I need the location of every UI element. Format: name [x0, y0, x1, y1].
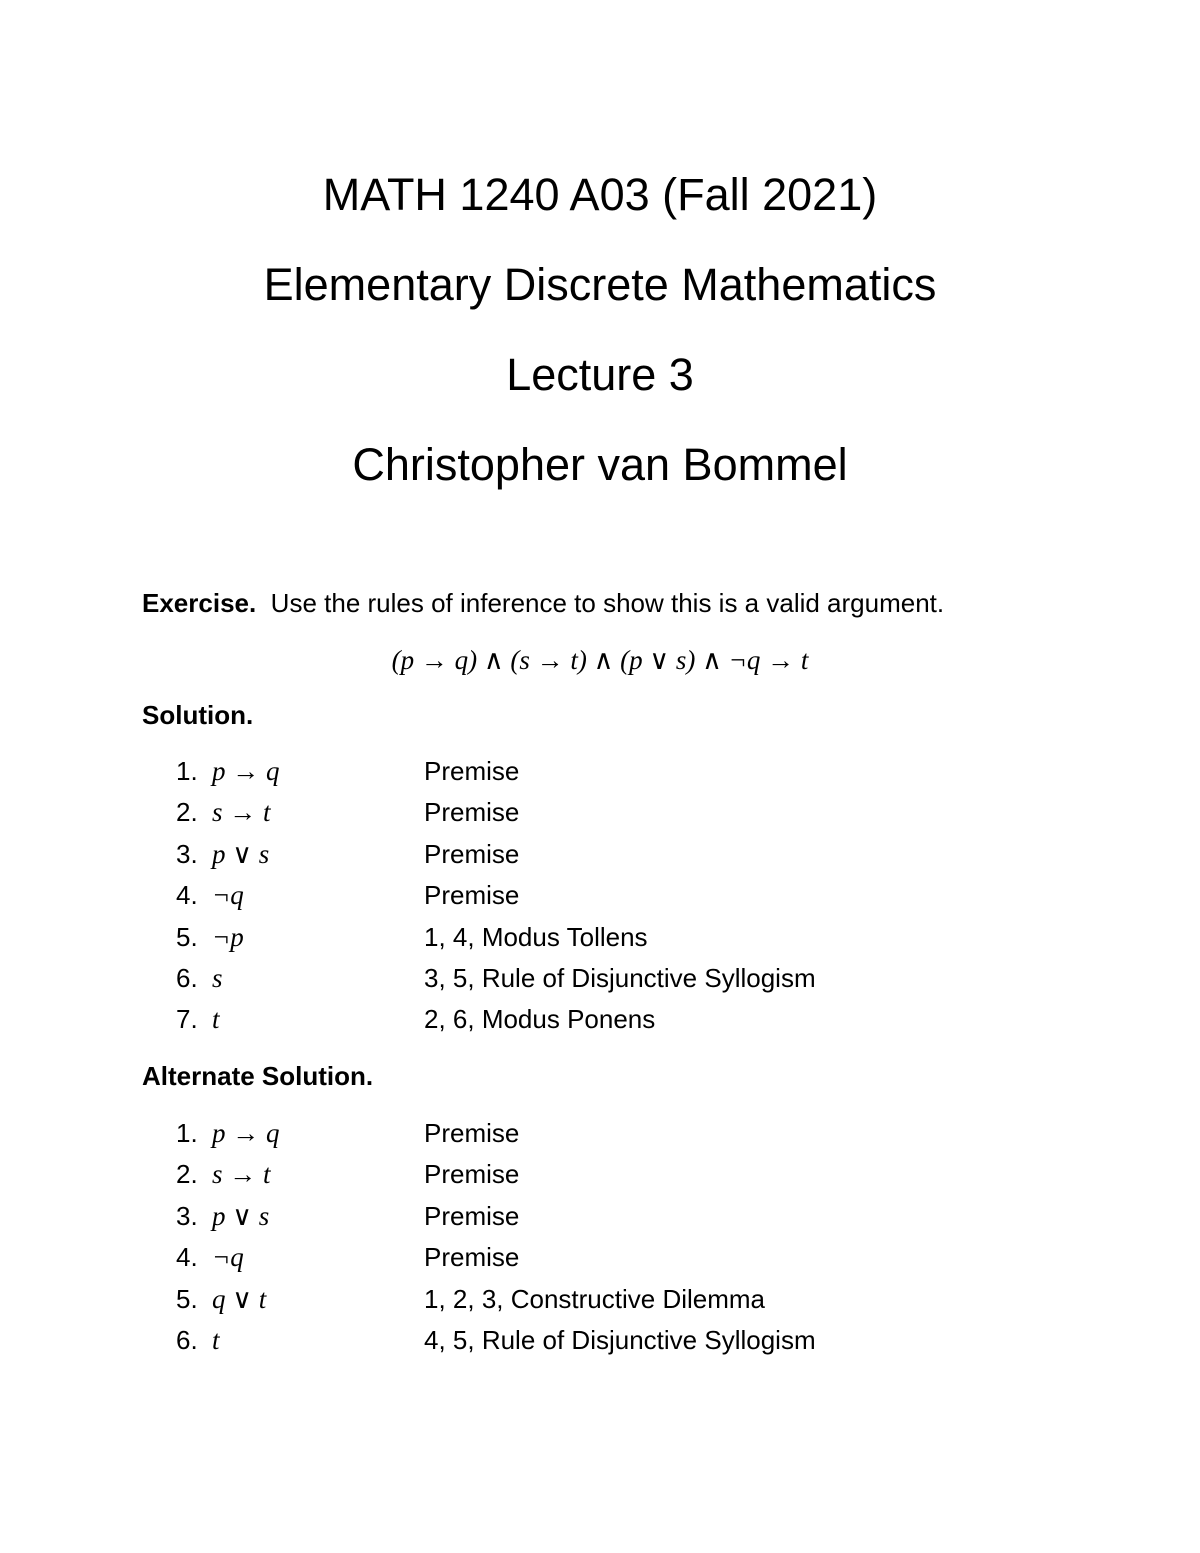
step-justification: 4, 5, Rule of Disjunctive Syllogism: [424, 1324, 816, 1355]
step-number: 2.: [176, 797, 198, 828]
step-number: 4.: [176, 1242, 198, 1273]
step-justification: Premise: [424, 797, 520, 828]
lecture-title: Lecture 3: [506, 349, 694, 400]
step-justification: Premise: [424, 756, 520, 786]
step-justification: Premise: [424, 1200, 520, 1231]
step-expression: q ∨ t: [212, 1283, 267, 1314]
proof-step: [176, 999, 976, 1040]
step-expression: ¬q: [212, 1242, 244, 1273]
proof-step: [176, 1154, 976, 1195]
step-expression: p → q: [212, 1118, 280, 1148]
proof-step: [176, 1320, 976, 1361]
step-number: 2.: [176, 1159, 198, 1190]
step-justification: Premise: [424, 1242, 520, 1273]
proof-step: [176, 751, 976, 792]
step-number: 3.: [176, 1200, 198, 1231]
step-number: 7.: [176, 1004, 198, 1035]
step-number: 4.: [176, 880, 198, 911]
proof-step: [176, 834, 976, 875]
proof-step: [176, 1113, 976, 1154]
subject-title: Elementary Discrete Mathematics: [263, 259, 937, 310]
exercise-statement: [142, 585, 944, 621]
exercise-label: Exercise.: [142, 588, 257, 618]
step-number: 6.: [176, 1324, 198, 1355]
step-number: 6.: [176, 962, 198, 993]
proof-step: [176, 917, 976, 958]
step-justification: Premise: [424, 838, 520, 869]
step-justification: Premise: [424, 1118, 520, 1148]
course-title: MATH 1240 A03 (Fall 2021): [322, 169, 878, 220]
exercise-text: Use the rules of inference to show this is a valid argument.: [270, 588, 945, 618]
step-expression: ¬p: [212, 921, 244, 952]
step-number: 5.: [176, 921, 198, 952]
step-expression: t: [212, 1004, 220, 1035]
proof-step: [176, 1237, 976, 1278]
solution-steps: [176, 751, 976, 1041]
proof-step: [176, 958, 976, 999]
step-number: 5.: [176, 1283, 198, 1314]
step-justification: Premise: [424, 1159, 520, 1190]
step-number: 1.: [176, 1118, 198, 1148]
step-expression: p ∨ s: [212, 1200, 270, 1231]
step-justification: 3, 5, Rule of Disjunctive Syllogism: [424, 962, 816, 993]
proof-step: [176, 792, 976, 833]
alternate-solution-steps: [176, 1113, 976, 1361]
step-expression: t: [212, 1324, 220, 1355]
step-justification: Premise: [424, 880, 520, 911]
alternate-solution-heading: Alternate Solution.: [142, 1061, 374, 1091]
step-expression: p → q: [212, 756, 280, 786]
proof-step: [176, 875, 976, 916]
exercise-formula: (p → q) ∧ (s → t) ∧ (p ∨ s) ∧ ¬q → t: [391, 645, 809, 675]
proof-step: [176, 1196, 976, 1237]
step-number: 1.: [176, 756, 198, 786]
title-block: [0, 150, 1200, 510]
step-expression: s → t: [212, 1159, 271, 1190]
step-expression: s: [212, 962, 223, 993]
step-expression: s → t: [212, 797, 271, 828]
step-number: 3.: [176, 838, 198, 869]
step-justification: 2, 6, Modus Ponens: [424, 1004, 656, 1035]
solution-heading: Solution.: [142, 700, 254, 730]
step-expression: ¬q: [212, 880, 244, 911]
step-justification: 1, 4, Modus Tollens: [424, 921, 648, 952]
step-expression: p ∨ s: [212, 838, 270, 869]
instructor-name: Christopher van Bommel: [352, 439, 848, 490]
proof-step: [176, 1279, 976, 1320]
step-justification: 1, 2, 3, Constructive Dilemma: [424, 1283, 766, 1314]
